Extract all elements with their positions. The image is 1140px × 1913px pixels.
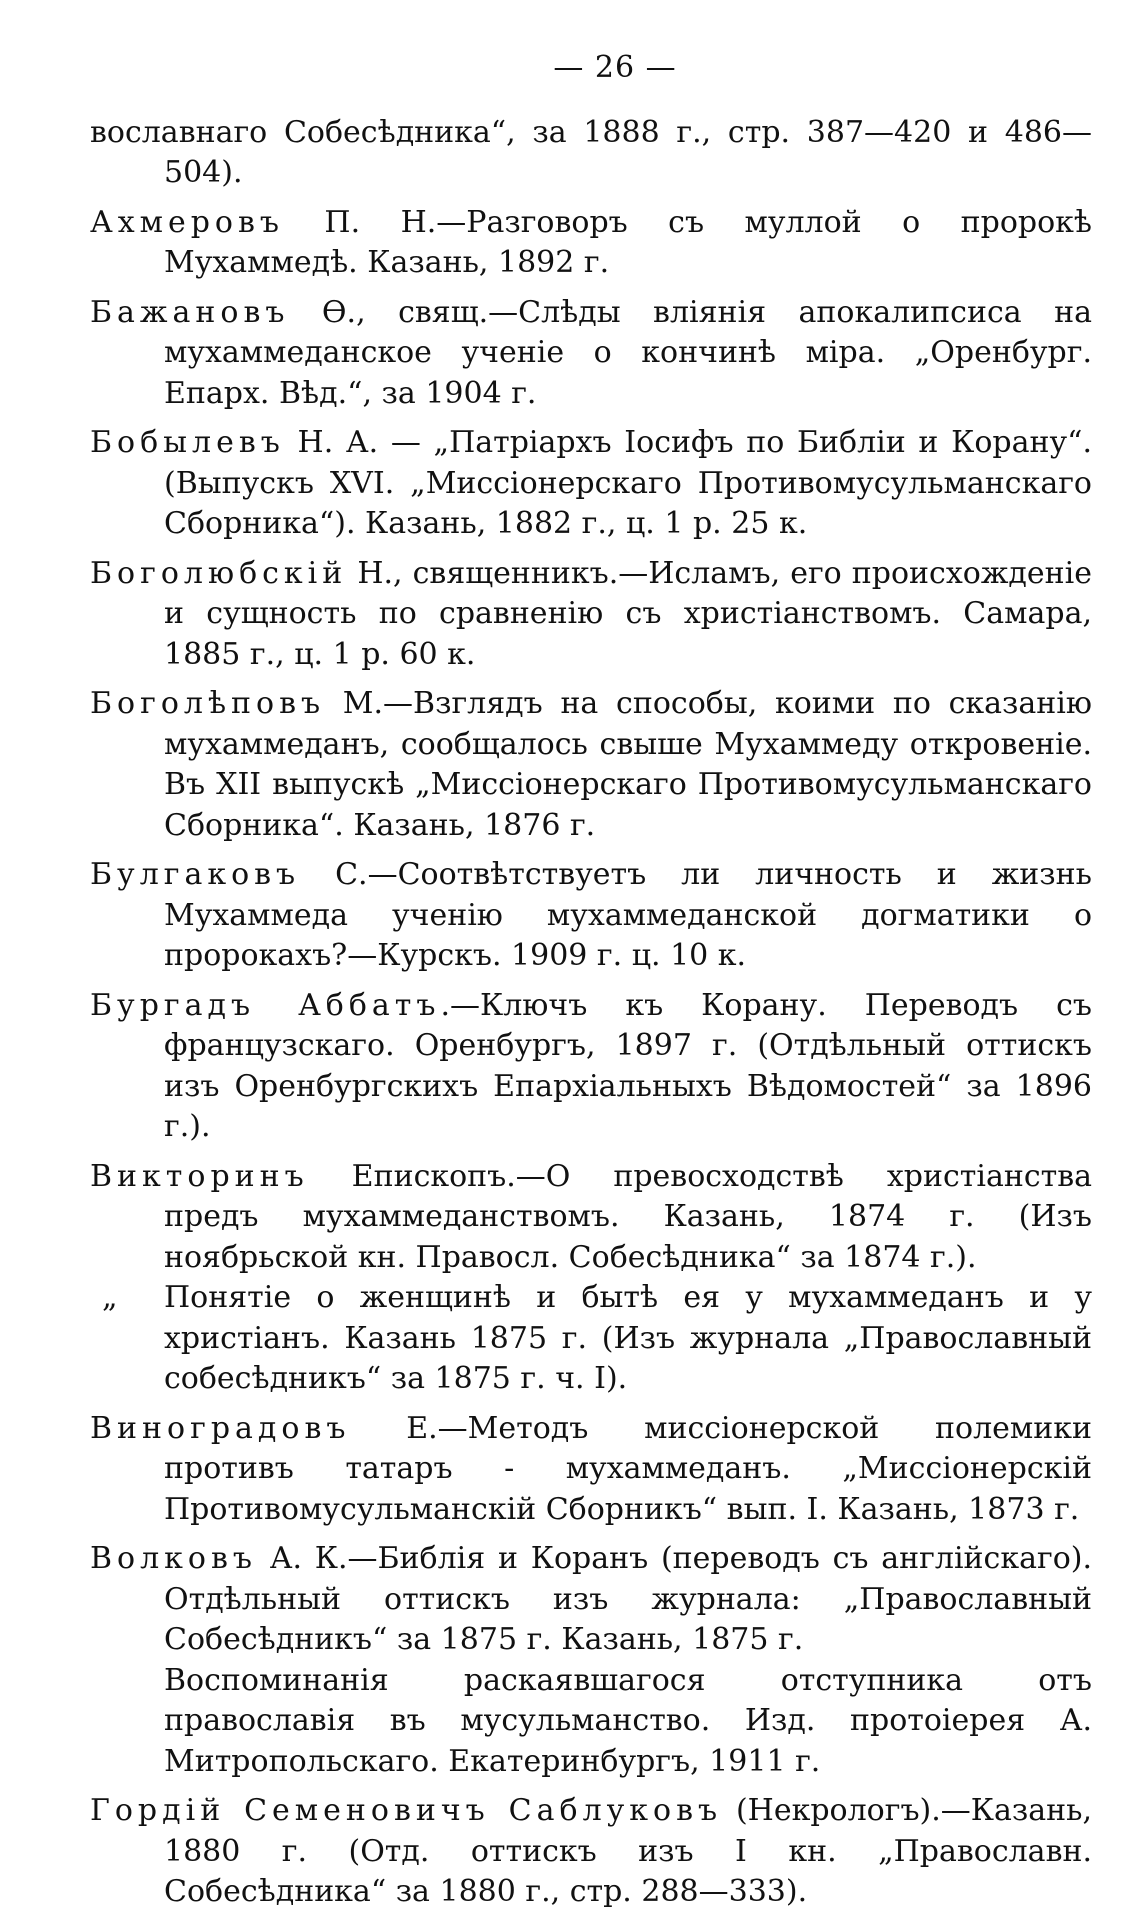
entry-author: Бургадъ Аббатъ [90,987,441,1023]
entry-author: Викторинъ [90,1158,309,1194]
entry-author: Бажановъ [90,294,290,330]
entry-text: Н. А. — „Патріархъ Іосифъ по Библіи и Корану“. (Выпускъ XVI. „Миссіонерскаго Противомусульманскаго Сборника“). Казань, 1882 г., ц. 1 р. 25 к. [164,425,1092,541]
entry-continuation [90,113,1092,194]
entry-text: С.—Соотвѣтствуетъ ли личность и жизнь Мухаммеда ученію мухаммеданской догматики о пророкахъ?—Курскъ. 1909 г. ц. 10 к. [164,857,1092,973]
entry-author: Гордій Семеновичъ Саблуковъ [90,1793,723,1828]
entry-text: .—Ключъ къ Корану. Переводъ съ французскаго. Оренбургъ, 1897 г. (Отдѣльный оттискъ изъ Оренбургскихъ Епархіальныхъ Вѣдомостей“ за 1896 г.). [164,987,1093,1144]
entry-text: П. Н.—Разговоръ съ муллой о пророкѣ Мухаммедѣ. Казань, 1892 г. [164,204,1092,280]
entry-author: Волковъ [90,1541,257,1576]
entry-author: Бобылевъ [90,425,285,460]
entry-text: М.—Взглядъ на способы, коими по сказанію мухаммеданъ, сообщалось свыше Мухаммеду откровеніе. Въ XII выпускѣ „Миссіонерскаго Противомусульманскаго Сборника“. Казань, 1876 г. [164,686,1092,843]
bibliography-entry-bogolepov [90,684,1092,846]
entry-author: Боголюбскій [90,555,348,591]
bibliography-entry-volkov-second [90,1661,1092,1783]
bibliography-entry-viktorin [90,1157,1092,1279]
ditto-mark: „ [102,1280,118,1315]
bibliography-entry-akhmerov [90,203,1092,284]
bibliography-entry-vinogradov [90,1409,1092,1531]
entry-text: вославнаго Собесѣдника“, за 1888 г., стр. 387—420 и 486—504). [90,114,1092,190]
bibliography-entry-bulgakov [90,855,1092,977]
entry-text: Ѳ., свящ.—Слѣды вліянія апокалипсиса на мухаммеданское ученіе о кончинѣ міра. „Оренбург. Епарх. Вѣд.“, за 1904 г. [164,294,1092,411]
entry-author: Булгаковъ [90,857,301,892]
bibliography-entry-burgad [90,986,1092,1148]
entry-author: Ахмеровъ [90,204,284,240]
entry-author: Виноградовъ [90,1410,351,1446]
bibliography-entry-bogolyubsky [90,554,1092,676]
entry-text: Е.—Методъ миссіонерской полемики противъ татаръ - мухаммеданъ. „Миссіонерскій Противомусульманскій Сборникъ“ вып. I. Казань, 1873 г. [164,1410,1092,1527]
page-number: — 26 — [553,50,677,85]
entry-text: Н., священникъ.—Исламъ, его происхожденіе и сущность по сравненію съ христіанствомъ. Самара, 1885 г., ц. 1 р. 60 к. [164,555,1092,672]
bibliography-entry-volkov [90,1539,1092,1661]
entry-text: (Некрологъ).—Казань, 1880 г. (Отд. оттискъ изъ I кн. „Православн. Собесѣдника“ за 1880 г., стр. 288—333). [164,1793,1092,1909]
bibliography-entry-sablukov [90,1791,1092,1913]
entry-text: Понятіе о женщинѣ и бытѣ ея у мухаммеданъ и у христіанъ. Казань 1875 г. (Изъ журнала „Православный собесѣдникъ“ за 1875 г. ч. I). [164,1280,1092,1396]
entry-author: Боголѣповъ [90,686,326,721]
bibliography-entry-bobylev [90,423,1092,545]
entry-text: Воспоминанія раскаявшагося отступника отъ православія въ мусульманство. Изд. протоіерея А. Митропольскаго. Екатеринбургъ, 1911 г. [164,1662,1092,1779]
entry-text: А. К.—Библія и Коранъ (переводъ съ англійскаго). Отдѣльный оттискъ изъ журнала: „Православный Собесѣдникъ“ за 1875 г. Казань, 1875 г. [164,1541,1092,1657]
bibliography-entry-ditto [90,1278,1092,1400]
bibliography-entry-bazhanov [90,293,1092,415]
entry-text: Епископъ.—О превосходствѣ христіанства предъ мухаммеданствомъ. Казань, 1874 г. (Изъ ноябрьской кн. Правосл. Собесѣдника“ за 1874 г.). [164,1158,1092,1275]
